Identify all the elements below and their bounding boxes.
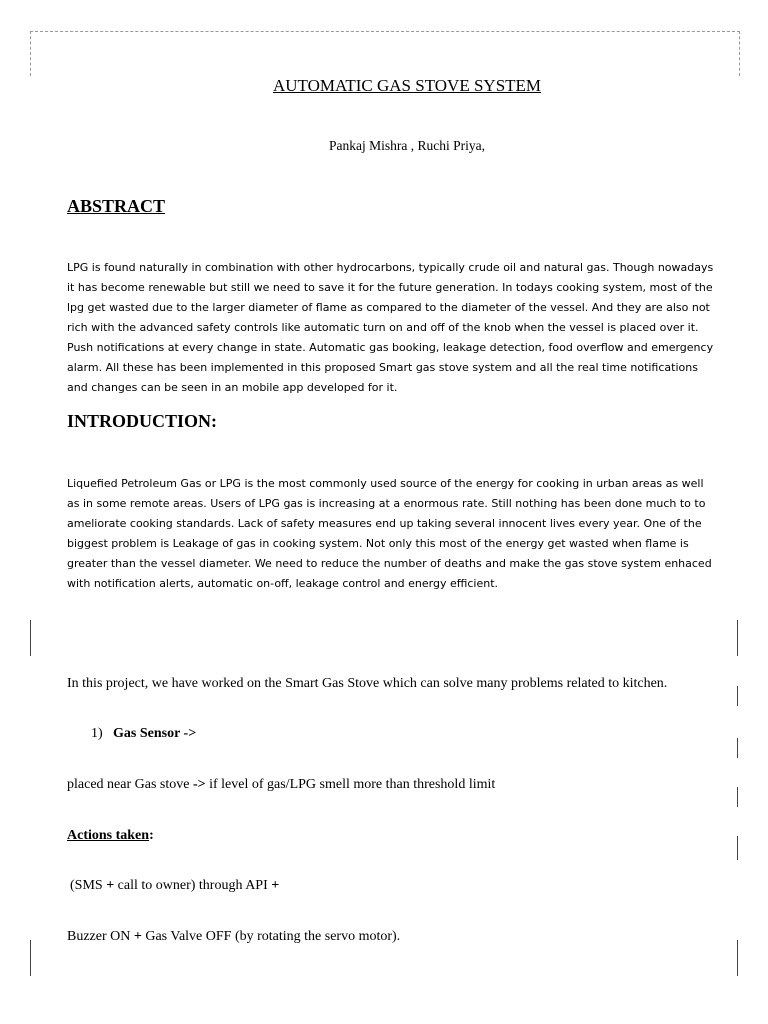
intro-line: biggest problem is Leakage of gas in cooking system. Not only this most of the energy get wasted when flame is [67, 537, 689, 550]
margin-mark [30, 620, 31, 656]
margin-mark [737, 940, 738, 976]
page-border-top [30, 31, 740, 32]
actions-colon: : [149, 828, 154, 843]
abstract-line: alarm. All these has been implemented in this proposed Smart gas stove system and all the real time notifications [67, 361, 698, 374]
abstract-line: Push notifications at every change in state. Automatic gas booking, leakage detection, food overflow and emergency [67, 341, 714, 354]
buzzer-suffix: Gas Valve OFF (by rotating the servo motor). [141, 929, 401, 944]
page-border-right [739, 31, 740, 76]
abstract-line: it has become renewable but still we need to save it for the future generation. In todays cooking system, most of the [67, 281, 713, 294]
intro-line: ameliorate cooking standards. Lack of safety measures end up taking several innocent lives every year. One of the [67, 517, 702, 530]
abstract-line: rich with the advanced safety controls like automatic turn on and off of the knob when the vessel is placed over it. [67, 321, 699, 334]
margin-mark [737, 620, 738, 656]
actions-heading [67, 828, 154, 844]
sms-middle: call to owner) through API [114, 878, 272, 893]
sms-action-text [70, 878, 279, 894]
margin-mark [737, 738, 738, 758]
project-sentence: In this project, we have worked on the Smart Gas Stove which can solve many problems related to kitchen. [67, 676, 668, 691]
introduction-paragraph [67, 474, 727, 594]
margin-mark [30, 940, 31, 976]
plus-symbol: + [271, 878, 280, 893]
intro-line: Liquefied Petroleum Gas or LPG is the most commonly used source of the energy for cooking in urban areas as well [67, 477, 704, 490]
abstract-line: lpg get wasted due to the larger diameter of flame as compared to the diameter of the vessel. And they are also not [67, 301, 710, 314]
gas-sensor-item [91, 726, 196, 742]
list-number: 1) [91, 726, 103, 741]
gas-sensor-label: Gas Sensor -> [113, 726, 197, 741]
buzzer-action-text [67, 929, 400, 945]
actions-label: Actions taken [67, 828, 150, 843]
abstract-heading: ABSTRACT [67, 196, 166, 216]
plus-symbol: + [133, 929, 142, 944]
authors: Pankaj Mishra , Ruchi Priya, [329, 138, 485, 153]
introduction-heading: INTRODUCTION: [67, 411, 218, 431]
sensor-placement-text [67, 777, 495, 793]
placement-suffix: if level of gas/LPG smell more than threshold limit [205, 777, 496, 792]
arrow-symbol: -> [192, 777, 206, 792]
document-title: AUTOMATIC GAS STOVE SYSTEM [272, 76, 542, 95]
buzzer-prefix: Buzzer ON [67, 929, 134, 944]
page-border-left [30, 31, 31, 76]
intro-line: greater than the vessel diameter. We need to reduce the number of deaths and make the gas stove system enhaced [67, 557, 712, 570]
margin-mark [737, 836, 738, 860]
abstract-line: and changes can be seen in an mobile app developed for it. [67, 381, 398, 394]
intro-line: as in some remote areas. Users of LPG gas is increasing at a enormous rate. Still nothing has been done much to to [67, 497, 706, 510]
sms-prefix: (SMS [70, 878, 107, 893]
margin-mark [737, 686, 738, 706]
placement-prefix: placed near Gas stove [67, 777, 193, 792]
margin-mark [737, 787, 738, 807]
plus-symbol: + [106, 878, 115, 893]
intro-line: with notification alerts, automatic on-off, leakage control and energy efficient. [67, 577, 499, 590]
abstract-paragraph [67, 258, 727, 398]
abstract-line: LPG is found naturally in combination with other hydrocarbons, typically crude oil and natural gas. Though nowadays [67, 261, 714, 274]
